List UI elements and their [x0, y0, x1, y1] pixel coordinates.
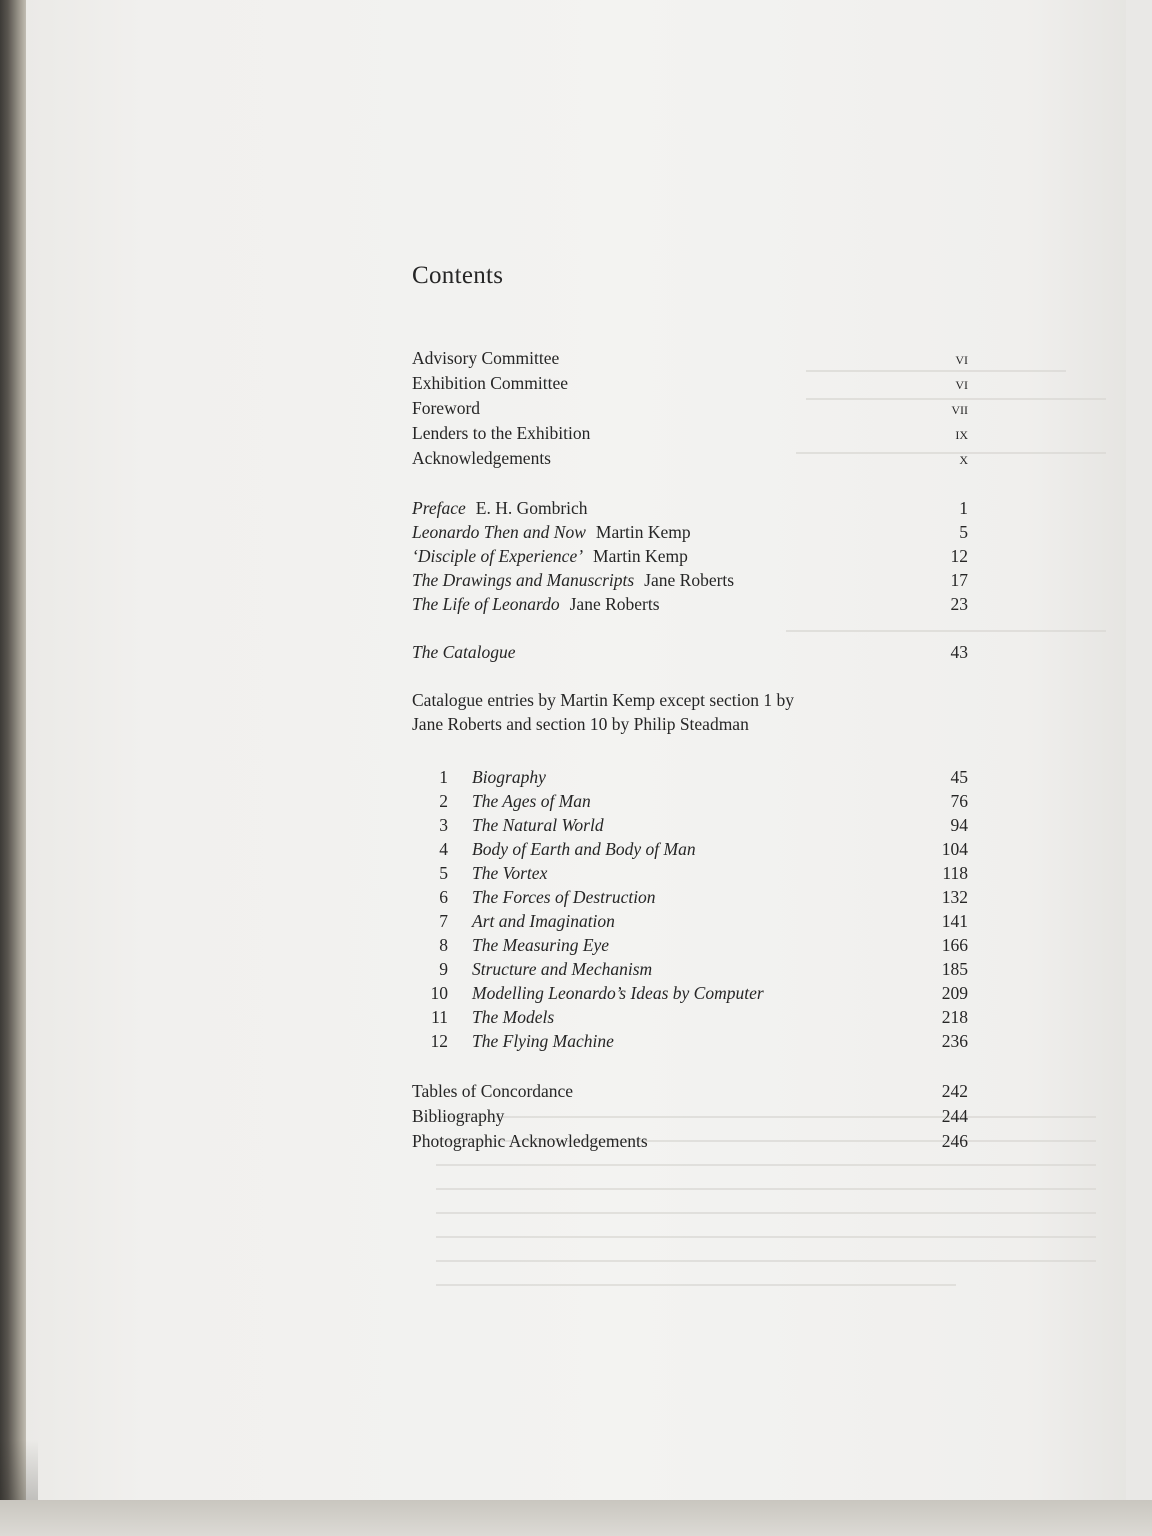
section-number: 12	[430, 1031, 448, 1051]
toc-entry-label: Foreword	[412, 398, 481, 418]
section-number: 2	[439, 791, 448, 811]
toc-entry-page: 5	[959, 522, 968, 542]
essay-title: The Drawings and Manuscripts	[412, 570, 635, 590]
section-title: The Forces of Destruction	[472, 887, 656, 907]
section-number: 3	[439, 815, 448, 835]
essay-title: Preface	[412, 498, 466, 518]
section-title: The Ages of Man	[472, 791, 591, 811]
toc-entry-label: Photographic Acknowledgements	[412, 1131, 648, 1151]
toc-entry-page: vi	[955, 348, 968, 368]
catalogue-note-line: Jane Roberts and section 10 by Philip Steadman	[412, 714, 749, 734]
section-title: The Models	[472, 1007, 555, 1027]
toc-entry-page: 17	[950, 570, 968, 590]
toc-entry-label: Acknowledgements	[412, 448, 551, 468]
section-title: Biography	[472, 767, 546, 787]
toc-entry-page: vi	[955, 373, 968, 393]
toc-entry-page: ix	[955, 423, 968, 443]
section-number: 5	[439, 863, 448, 883]
toc-entry-page: 118	[942, 863, 968, 883]
toc-entry-page: 242	[941, 1081, 968, 1101]
section-title: Modelling Leonardo’s Ideas by Computer	[472, 983, 764, 1003]
essay-author: E. H. Gombrich	[475, 498, 588, 518]
section-title: The Natural World	[472, 815, 604, 835]
toc-entry-page: 1	[959, 498, 968, 518]
show-through-line	[436, 1188, 1096, 1190]
toc-entry-page: 141	[941, 911, 968, 931]
show-through-line	[436, 1116, 1096, 1118]
toc-entry-label: Advisory Committee	[412, 348, 560, 368]
essay-author: Martin Kemp	[595, 522, 691, 542]
toc-entry-page: 185	[941, 959, 968, 979]
toc-entry-page: 236	[941, 1031, 968, 1051]
toc-entry-page: x	[959, 448, 968, 468]
section-number: 4	[439, 839, 448, 859]
essay-title: Leonardo Then and Now	[412, 522, 586, 542]
toc-entry-page: 94	[950, 815, 968, 835]
section-title: Art and Imagination	[472, 911, 615, 931]
essay-title: The Life of Leonardo	[412, 594, 560, 614]
toc-entry-page: vii	[951, 398, 968, 418]
toc-entry-label: Tables of Concordance	[412, 1081, 574, 1101]
section-number: 9	[439, 959, 448, 979]
toc-entry-page: 45	[950, 767, 968, 787]
toc-entry-page: 244	[941, 1106, 968, 1126]
toc-entry-page: 23	[950, 594, 968, 614]
section-number: 10	[430, 983, 448, 1003]
catalogue-title: The Catalogue	[412, 642, 516, 662]
toc-entry-page: 76	[950, 791, 968, 811]
toc-entry-label: Bibliography	[412, 1106, 505, 1126]
book-page	[26, 0, 1126, 1500]
toc-entry-page: 132	[941, 887, 968, 907]
show-through-line	[796, 452, 1106, 454]
toc-entry-page: 166	[941, 935, 968, 955]
section-title: Structure and Mechanism	[472, 959, 653, 979]
catalogue-note-line: Catalogue entries by Martin Kemp except section 1 by	[412, 690, 794, 710]
toc-entry-page: 104	[941, 839, 968, 859]
section-number: 11	[431, 1007, 448, 1027]
show-through-line	[436, 1236, 1096, 1238]
toc-entry-page: 209	[941, 983, 968, 1003]
section-title: The Flying Machine	[472, 1031, 614, 1051]
toc-entry-label: Exhibition Committee	[412, 373, 569, 393]
toc-entry-page: 43	[950, 642, 968, 662]
show-through-line	[436, 1260, 1096, 1262]
toc-entry-page: 12	[950, 546, 968, 566]
essay-title: ‘Disciple of Experience’	[412, 546, 584, 566]
toc-entry-page: 218	[941, 1007, 968, 1027]
show-through-line	[786, 630, 1106, 632]
section-number: 8	[439, 935, 448, 955]
essay-author: Jane Roberts	[644, 570, 735, 590]
show-through-line	[436, 1212, 1096, 1214]
section-title: Body of Earth and Body of Man	[472, 839, 696, 859]
section-number: 7	[439, 911, 448, 931]
essay-author: Martin Kemp	[593, 546, 688, 566]
section-number: 6	[439, 887, 448, 907]
toc-entry-page: 246	[941, 1131, 968, 1151]
section-title: The Vortex	[472, 863, 548, 883]
table-surface	[0, 1500, 1152, 1536]
section-number: 1	[439, 767, 448, 787]
section-title: The Measuring Eye	[472, 935, 610, 955]
contents-heading: Contents	[412, 262, 504, 289]
toc-entry-label: Lenders to the Exhibition	[412, 423, 591, 443]
show-through-line	[436, 1284, 956, 1286]
essay-author: Jane Roberts	[569, 594, 660, 614]
show-through-line	[806, 370, 1066, 372]
show-through-line	[436, 1164, 1096, 1166]
